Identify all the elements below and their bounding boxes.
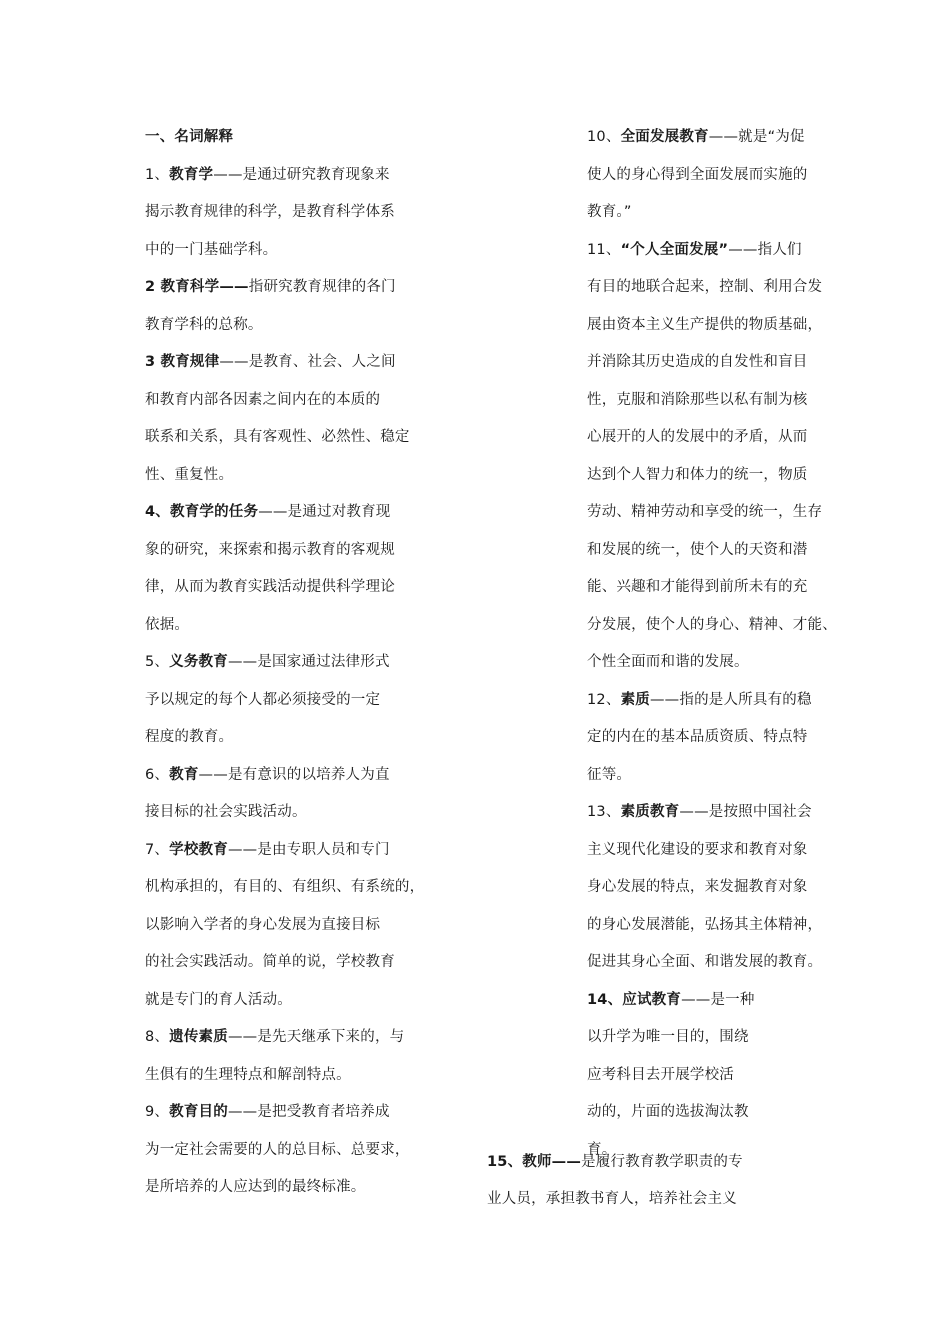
term-3-title: 3 教育规律 <box>145 354 220 370</box>
term-10-line: 使人的身心得到全面发展而实施的 <box>587 166 808 183</box>
term-12-title: 素质 <box>620 691 650 708</box>
term-11-title: “个人全面发展” <box>620 241 729 258</box>
term-1-title: 教育学 <box>169 166 214 183</box>
term-11-line: 并消除其历史造成的自发性和盲目 <box>587 354 808 370</box>
term-5-title: 义务教育 <box>169 654 228 670</box>
term-4-line: 依据。 <box>145 616 190 633</box>
term-11-line: 达到个人智力和体力的统一，物质 <box>587 466 808 483</box>
term-7-line: 机构承担的，有目的、有组织、有系统的， <box>145 879 425 895</box>
term-6-line: 6、教育——是有意识的以培养人为直 <box>145 766 390 783</box>
term-14-line: 育。 <box>587 1141 617 1158</box>
term-11-line: 分发展，使个人的身心、精神、才能、 <box>587 616 837 633</box>
term-11-line: 性，克服和消除那些以私有制为核 <box>587 391 808 408</box>
term-6-title: 教育 <box>169 766 199 783</box>
term-11-line: 11、“个人全面发展”——指人们 <box>587 241 802 258</box>
term-7-title: 学校教育 <box>169 841 228 858</box>
term-15-title: 15、教师—— <box>487 1154 582 1170</box>
term-7-line: 以影响入学者的身心发展为直接目标 <box>145 916 381 933</box>
term-14-line: 应考科目去开展学校活 <box>587 1066 734 1083</box>
term-13-title: 素质教育 <box>620 804 680 820</box>
term-4-title: 4、教育学的任务 <box>145 504 259 520</box>
term-1-line: 揭示教育规律的科学，是教育科学体系 <box>145 204 395 220</box>
left-column <box>145 124 445 1212</box>
term-2-line: 教育学科的总称。 <box>145 316 263 333</box>
term-6-line: 接目标的社会实践活动。 <box>145 804 307 820</box>
term-7-line: 的社会实践活动。简单的说，学校教育 <box>145 954 395 970</box>
term-15-line: 业人员，承担教书育人，培养社会主义 <box>487 1191 737 1207</box>
term-10-line: 教育。” <box>587 204 632 220</box>
term-7-line: 7、学校教育——是由专职人员和专门 <box>145 841 390 858</box>
term-13-line: 13、素质教育——是按照中国社会 <box>587 804 812 820</box>
term-12-line: 12、素质——指的是人所具有的稳 <box>587 691 812 708</box>
term-9-line: 9、教育目的——是把受教育者培养成 <box>145 1104 390 1120</box>
term-15-line: 15、教师——是履行教育教学职责的专 <box>487 1154 743 1170</box>
term-2-line: 2 教育科学——指研究教育规律的各门 <box>145 279 396 295</box>
term-2-title: 2 教育科学—— <box>145 279 249 295</box>
term-10-title: 全面发展教育 <box>620 129 709 145</box>
term-5-line: 程度的教育。 <box>145 729 234 745</box>
term-7-line: 就是专门的育人活动。 <box>145 991 292 1008</box>
term-13-line: 主义现代化建设的要求和教育对象 <box>587 841 808 858</box>
term-4-line: 4、教育学的任务——是通过对教育现 <box>145 504 391 520</box>
term-1-line: 中的一门基础学科。 <box>145 241 278 258</box>
term-12-line: 定的内在的基本品质资质、特点特 <box>587 729 808 745</box>
right-column <box>587 124 849 1174</box>
term-14-line: 动的，片面的选拔淘汰教 <box>587 1104 749 1120</box>
term-9-line: 是所培养的人应达到的最终标准。 <box>145 1179 366 1195</box>
term-5-line: 予以规定的每个人都必须接受的一定 <box>145 691 381 708</box>
term-1-line: 1、教育学——是通过研究教育现象来 <box>145 166 390 183</box>
term-14-title: 14、应试教育 <box>587 991 682 1008</box>
term-12-line: 征等。 <box>587 766 632 783</box>
term-13-line: 促进其身心全面、和谐发展的教育。 <box>587 954 823 970</box>
term-11-line: 心展开的人的发展中的矛盾，从而 <box>587 429 808 445</box>
term-13-line: 的身心发展潜能，弘扬其主体精神， <box>587 916 823 933</box>
term-5-line: 5、义务教育——是国家通过法律形式 <box>145 654 390 670</box>
term-4-line: 律，从而为教育实践活动提供科学理论 <box>145 579 395 595</box>
term-9-line: 为一定社会需要的人的总目标、总要求， <box>145 1141 410 1158</box>
term-3-line: 和教育内部各因素之间内在的本质的 <box>145 391 381 408</box>
term-3-line: 性、重复性。 <box>145 466 234 483</box>
term-11-line: 劳动、精神劳动和享受的统一，生存 <box>587 504 823 520</box>
term-4-line: 象的研究，来探索和揭示教育的客观规 <box>145 541 395 558</box>
term-11-line: 展由资本主义生产提供的物质基础， <box>587 316 823 333</box>
term-10-line: 10、全面发展教育——就是“为促 <box>587 129 805 145</box>
term-11-line: 有目的地联合起来，控制、利用合发 <box>587 279 823 295</box>
term-13-line: 身心发展的特点，来发掘教育对象 <box>587 879 808 895</box>
term-8-line: 8、遗传素质——是先天继承下来的，与 <box>145 1029 405 1045</box>
term-14-line: 以升学为唯一目的，围绕 <box>587 1029 749 1045</box>
term-11-line: 和发展的统一，使个人的天资和潜 <box>587 541 808 558</box>
term-3-line: 联系和关系，具有客观性、必然性、稳定 <box>145 429 410 445</box>
term-14-line: 14、应试教育——是一种 <box>587 991 755 1008</box>
term-11-line: 个性全面而和谐的发展。 <box>587 654 749 670</box>
term-8-title: 遗传素质 <box>169 1029 228 1045</box>
section-heading: 一、名词解释 <box>145 129 234 145</box>
term-11-line: 能、兴趣和才能得到前所未有的充 <box>587 579 808 595</box>
term-8-line: 生俱有的生理特点和解剖特点。 <box>145 1066 351 1083</box>
term-3-line: 3 教育规律——是教育、社会、人之间 <box>145 354 396 370</box>
term-9-title: 教育目的 <box>169 1104 228 1120</box>
